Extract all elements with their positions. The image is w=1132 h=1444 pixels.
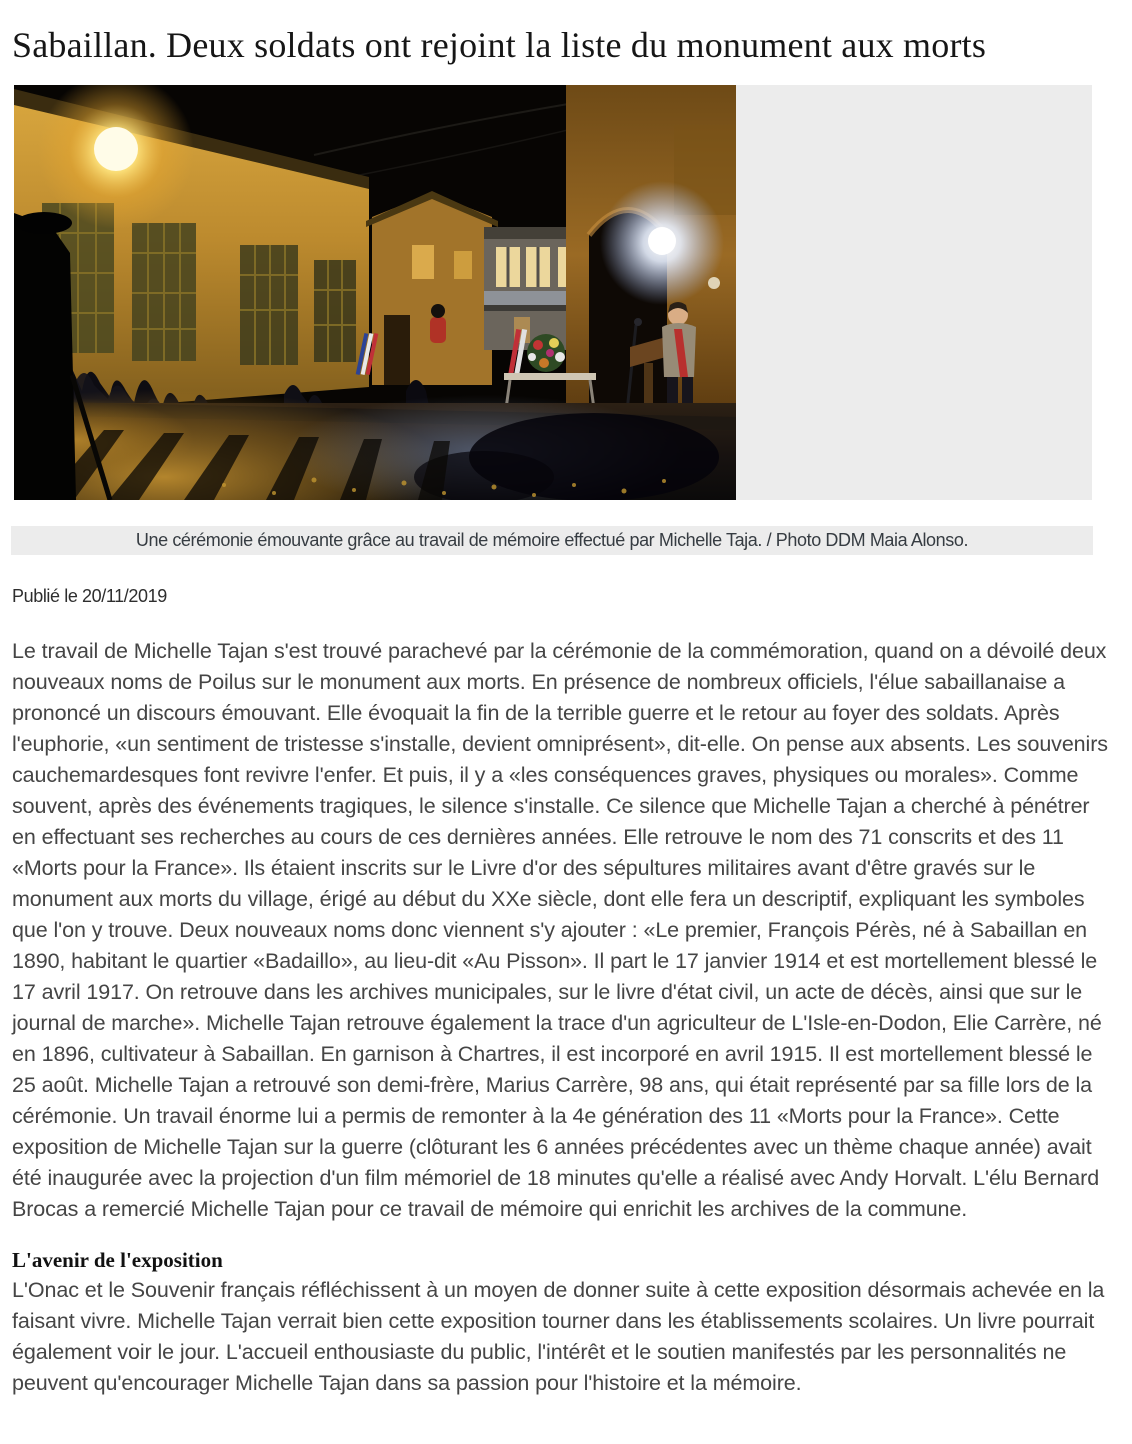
article-photo <box>14 85 736 500</box>
figure-gray-filler <box>736 85 1092 500</box>
article-paragraph-2: L'Onac et le Souvenir français réfléchissent à un moyen de donner suite à cette exposition désormais achevée en la faisant vivre. Michelle Tajan verrait bien cette exposition tourner dans les établissements scolaires. Un livre pourrait également voir le jour. L'accueil enthousiaste du public, l'intérêt et le soutien manifestés par les personnalités ne peuvent qu'encourager Michelle Tajan dans sa passion pour l'histoire et la mémoire. <box>12 1278 1105 1396</box>
red-jacket-figure <box>430 317 446 343</box>
center-annex <box>366 191 498 385</box>
article-subheading: L'avenir de l'exposition <box>12 1248 223 1273</box>
publish-date: Publié le 20/11/2019 <box>12 586 167 607</box>
article-figure <box>14 85 1092 500</box>
photo-caption: Une cérémonie émouvante grâce au travail de mémoire effectué par Michelle Taja. / Photo DDM Maia Alonso. <box>11 526 1093 555</box>
flower-wreath <box>527 334 565 372</box>
page-title: Sabaillan. Deux soldats ont rejoint la liste du monument aux morts <box>12 25 987 65</box>
article-paragraph-1: Le travail de Michelle Tajan s'est trouvé parachevé par la cérémonie de la commémoration, quand on a dévoilé deux nouveaux noms de Poilus sur le monument aux morts. En présence de nombreux officiels, l'élue sabaillanaise a prononcé un discours émouvant. Elle évoquait la fin de la terrible guerre et le retour au foyer des soldats. Après l'euphorie, «un sentiment de tristesse s'installe, devient omniprésent», dit-elle. On pense aux absents. Les souvenirs cauchemardesques font revivre l'enfer. Et puis, il y a «les conséquences graves, physiques ou morales». Comme souvent, après des événements tragiques, le silence s'installe. Ce silence que Michelle Tajan a cherché à pénétrer en effectuant ses recherches au cours de ces dernières années. Elle retrouve le nom des 71 conscrits et des 11 «Morts pour la France». Ils étaient inscrits sur le Livre d'or des sépultures militaires avant d'être gravés sur le monument aux morts du village, érigé au début du XXe siècle, dont elle fera un descriptif, expliquant les symboles que l'on y trouve. Deux nouveaux noms donc viennent s'y ajouter : «Le premier, François Pérès, né à Sabaillan en 1890, habitant le quartier «Badaillo», au lieu-dit «Au Pisson». Il part le 17 janvier 1914 et est mortellement blessé le 17 avril 1917. On retrouve dans les archives municipales, sur le livre d'état civil, un acte de décès, ainsi que sur le journal de marche». Michelle Tajan retrouve également la trace d'un agriculteur de L'Isle-en-Dodon, Elie Carrère, né en 1896, cultivateur à Sabaillan. En garnison à Chartres, il est incorporé en avril 1915. Il est mortellement blessé le 25 août. Michelle Tajan a retrouvé son demi-frère, Marius Carrère, 98 ans, qui était représenté par sa fille lors de la cérémonie. Un travail énorme lui a permis de remonter à la 4e génération des 11 «Morts pour la France». Cette exposition de Michelle Tajan sur la guerre (clôturant les 6 années précédentes avec un thème chaque année) avait été inaugurée avec la projection d'un film mémoriel de 18 minutes qu'elle a réalisé avec Andy Horvalt. L'élu Bernard Brocas a remercié Michelle Tajan pour ce travail de mémoire qui enrichit les archives de la commune. <box>12 639 1108 1222</box>
